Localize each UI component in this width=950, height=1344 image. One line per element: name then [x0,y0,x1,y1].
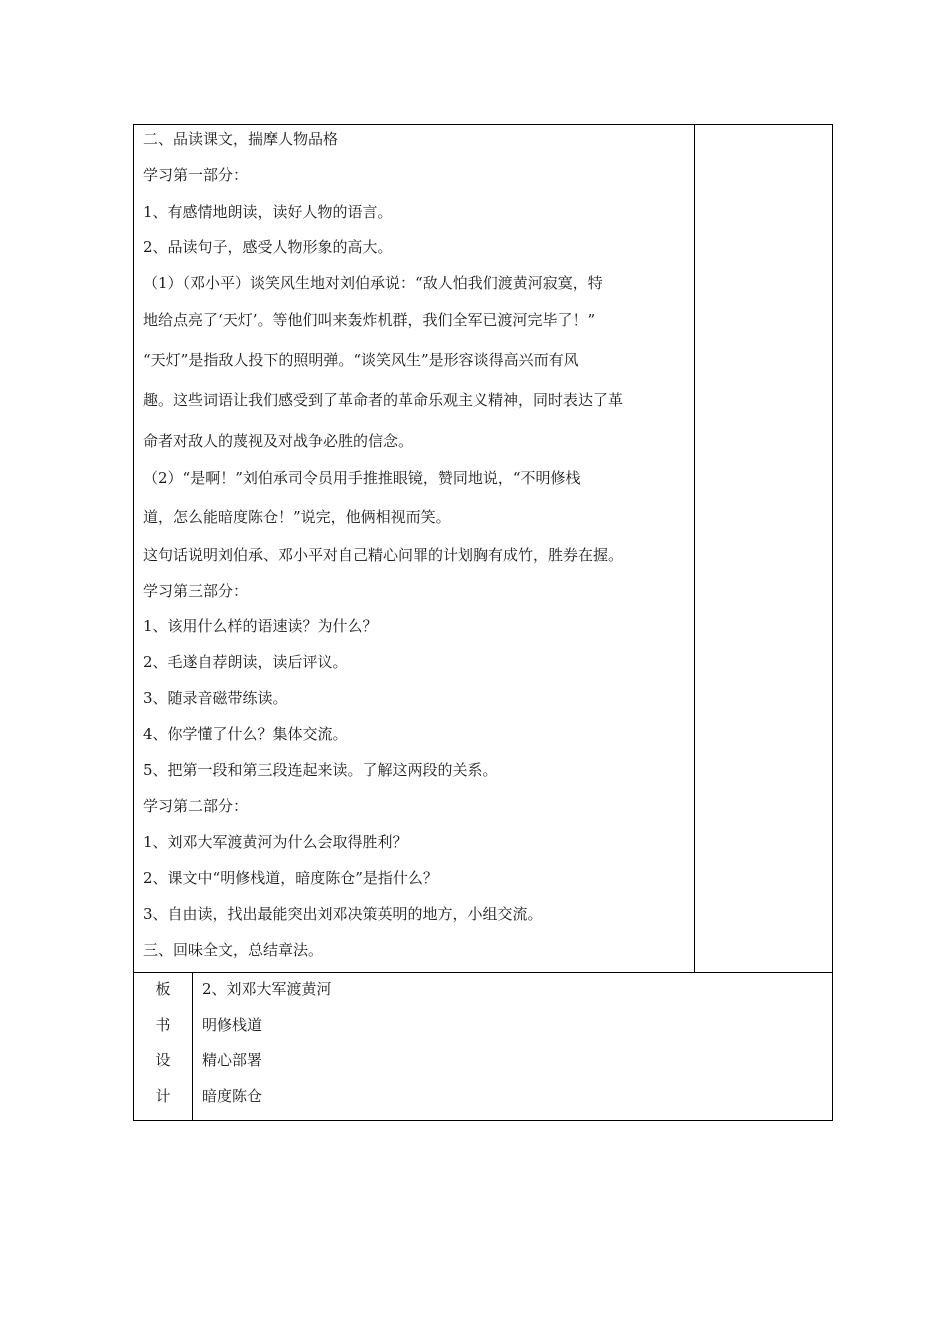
process-line: 道，怎么能暗度陈仓！”说完，他俩相视而笑。 [143,508,451,526]
process-line: （2）“是啊！”刘伯承司令员用手推推眼镜，赞同地说，“不明修栈 [143,469,581,487]
process-line: 4、你学懂了什么？集体交流。 [143,725,348,743]
process-line: 1、该用什么样的语速读？为什么？ [143,617,378,635]
process-line: 3、随录音磁带练读。 [143,689,288,707]
process-line: 1、刘邓大军渡黄河为什么会取得胜利？ [143,833,408,851]
board-line: 暗度陈仓 [202,1087,263,1105]
process-line: 1、有感情地朗读，读好人物的语言。 [143,203,393,221]
board-label-char: 设 [155,1051,171,1069]
board-line: 精心部署 [202,1051,263,1069]
process-line: 2、课文中“明修栈道，暗度陈仓”是指什么？ [143,869,438,887]
process-line: 这句话说明刘伯承、邓小平对自己精心问罪的计划胸有成竹，胜券在握。 [143,546,624,564]
board-label-divider [192,972,193,1121]
board-label-char: 书 [155,1016,171,1034]
board-label-char: 板 [155,980,171,998]
table-border-top [133,124,833,125]
process-line: 三、回味全文，总结章法。 [143,941,324,959]
process-line: 二、品读课文，揣摩人物品格 [143,130,339,148]
board-label-char: 计 [155,1087,171,1105]
process-line: 学习第一部分： [143,166,249,184]
process-line: “天灯”是指敌人投下的照明弹。“谈笑风生”是形容谈得高兴而有风 [143,351,579,369]
process-line: 5、把第一段和第三段连起来读。了解这两段的关系。 [143,761,498,779]
table-border-bottom [133,1120,833,1121]
row-divider [133,972,833,973]
process-line: 学习第二部分： [143,797,249,815]
process-line: 命者对敌人的蔑视及对战争必胜的信念。 [143,432,414,450]
notes-column-divider [694,124,695,973]
process-line: 学习第三部分： [143,582,249,600]
board-line: 2、刘邓大军渡黄河 [202,980,332,998]
board-line: 明修栈道 [202,1016,263,1034]
process-line: 地给点亮了‘天灯’。等他们叫来轰炸机群，我们全军已渡河完毕了！” [143,311,596,329]
process-line: 2、毛遂自荐朗读，读后评议。 [143,653,348,671]
process-line: 趣。这些词语让我们感受到了革命者的革命乐观主义精神，同时表达了革 [143,391,624,409]
process-line: 2、品读句子，感受人物形象的高大。 [143,238,393,256]
process-line: （1）（邓小平）谈笑风生地对刘伯承说：“敌人怕我们渡黄河寂寞，特 [143,274,603,292]
process-line: 3、自由读，找出最能突出刘邓决策英明的地方，小组交流。 [143,905,543,923]
